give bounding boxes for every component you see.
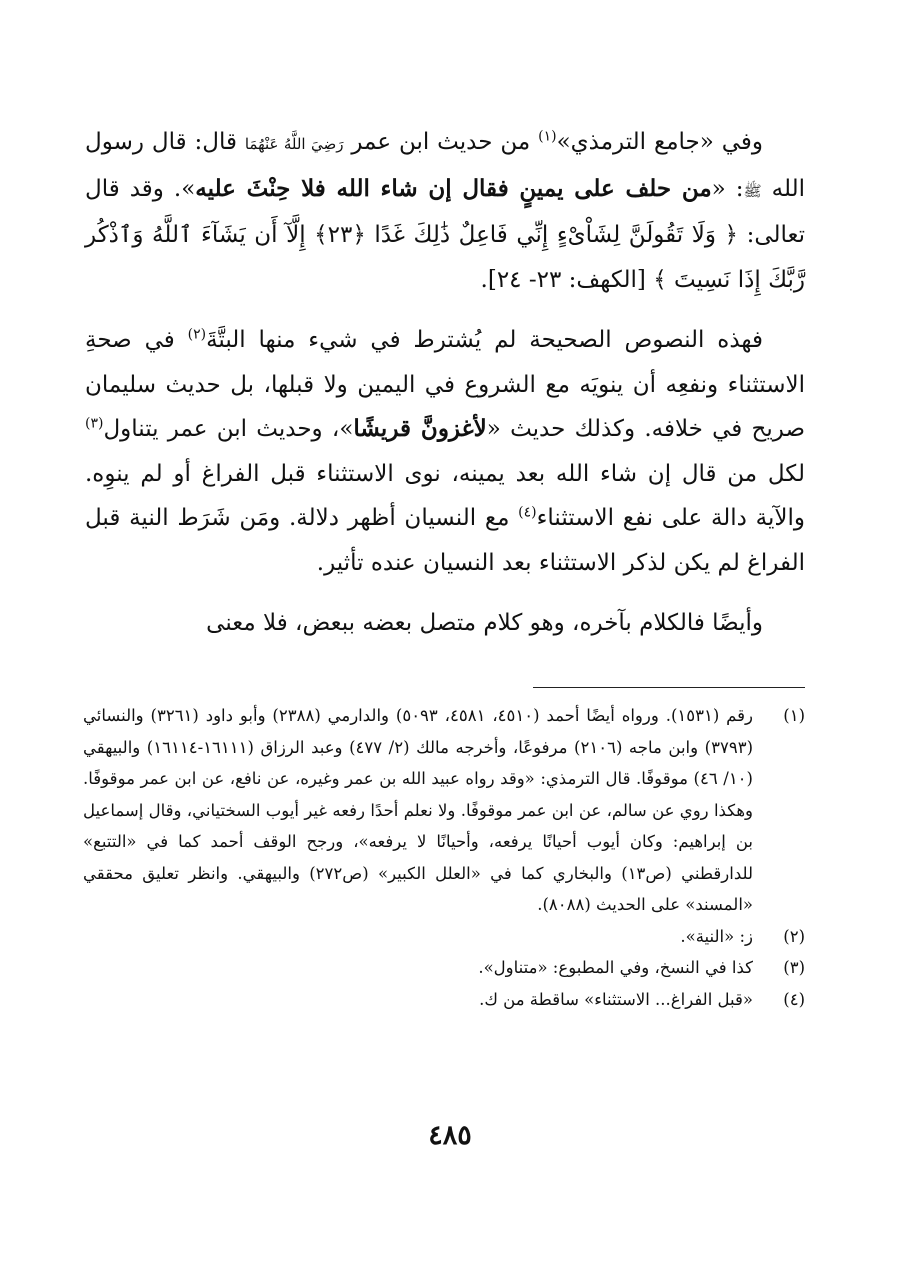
text-run: ». وقد قال تعالى: ﴿ [85,175,805,248]
paragraph-2 [85,318,805,585]
paragraph-3: وأيضًا فالكلام بآخره، وهو كلام متصل بعضه ببعض، فلا معنى [206,610,763,636]
text-run: ﴾ [الكهف: ٢٣- ٢٤]. [480,266,675,293]
text-run: من حديث ابن عمر [343,129,539,155]
footnote-ref-3[interactable]: (٣) [85,415,104,432]
hadith-quote: لأغزونَّ قريشًا [353,415,487,442]
footnote-2 [83,921,805,953]
main-text [85,120,805,646]
page-number: ٤٨٥ [428,1120,472,1151]
footnotes [83,700,805,1015]
footnote-ref-2[interactable]: (٢) [187,326,207,343]
footnote-3 [83,952,805,984]
footnote-1 [83,700,805,921]
text-run: وفي «جامع الترمذي» [556,129,763,155]
footnote-number: (٤) [783,989,805,1009]
footnote-4 [83,984,805,1016]
footnote-text: كذا في النسخ، وفي المطبوع: «متناول». [478,958,753,977]
footnote-number: (٢) [783,926,805,946]
footnote-ref-1[interactable]: (١) [538,128,557,145]
footnote-separator [533,687,805,688]
quran-verse: وَلَا تَقُولَنَّ لِشَاْىْءٍ إِنِّي فَاعِلٌ ذَٰلِكَ غَدًا ﴿٢٣﴾ إِلَّآ أَن يَشَآءَ ٱللَّهُ وَٱذْكُر رَّبَّكَ إِذَا نَسِيتَ [85,222,805,293]
text-run: : « [711,175,744,202]
footnote-text: ز: «النية». [680,926,753,946]
honorific-salawat: ﷺ [743,181,762,200]
text-run: في صحةِ الاستثناء ونفعِه أن ينويَه مع الشروع في اليمين ولا قبلها، بل حديث سليمان صريح في خلافه. وكذلك حديث « [85,327,805,442]
text-run: »، وحديث ابن عمر يتناول [103,416,354,442]
honorific-radiallahu: رَضِيَ اللَّهُ عَنْهُمَا [244,135,344,153]
footnote-ref-4[interactable]: (٤) [518,504,537,521]
footnote-text: «قبل الفراغ... الاستثناء» ساقطة من ك. [479,989,753,1009]
paragraph-1 [85,120,805,302]
text-run: قال: قال رسول الله [85,129,805,202]
footnote-number: (١) [783,706,805,725]
footnote-number: (٣) [783,958,805,977]
footnote-text: رقم (١٥٣١). ورواه أيضًا أحمد (٤٥١٠، ٤٥٨١، ٥٠٩٣) والدارمي (٢٣٨٨) وأبو داود (٣٢٦١) والنسائي (٣٧٩٣) وابن ماجه (٢١٠٦) مرفوعًا، وأخرجه مالك (٢/ ٤٧٧) وعبد الرزاق (١٦١١١-١٦١١٤) والبيهقي (١٠/ ٤٦) موقوفًا. قال الترمذي: «وقد رواه عبيد الله بن عمر وغيره، عن نافع، عن ابن عمر موقوفًا. وهكذا روي عن سالم، عن ابن عمر موقوفًا. ولا نعلم أحدًا رفعه غير أيوب السختياني، وقال إسماعيل بن إبراهيم: وكان أيوب أحيانًا يرفعه، وأحيانًا لا يرفعه»، ورجح الوقف أحمد كما في «التتبع» للدارقطني (ص١٣) والبخاري كما في «العلل الكبير» (ص٢٧٢) والبيهقي. وانظر تعليق محققي «المسند» على الحديث (٨٠٨٨). [83,706,753,914]
text-run: فهذه النصوص الصحيحة لم يُشترط في شيء منها البتَّةَ [206,327,764,353]
hadith-quote: من حلف على يمينٍ فقال إن شاء الله فلا حِنْثَ عليه [195,174,712,202]
text-run: مع النسيان أظهر دلالة. ومَن شَرَط النية قبل الفراغ لم يكن لذكر الاستثناء بعد النسيان عنده تأثير. [85,505,805,576]
text-run: لكل من قال إن شاء الله بعد يمينه، نوى الاستثناء قبل الفراغ أو لم ينوِه. والآية دالة على نفع الاستثناء [85,460,805,531]
